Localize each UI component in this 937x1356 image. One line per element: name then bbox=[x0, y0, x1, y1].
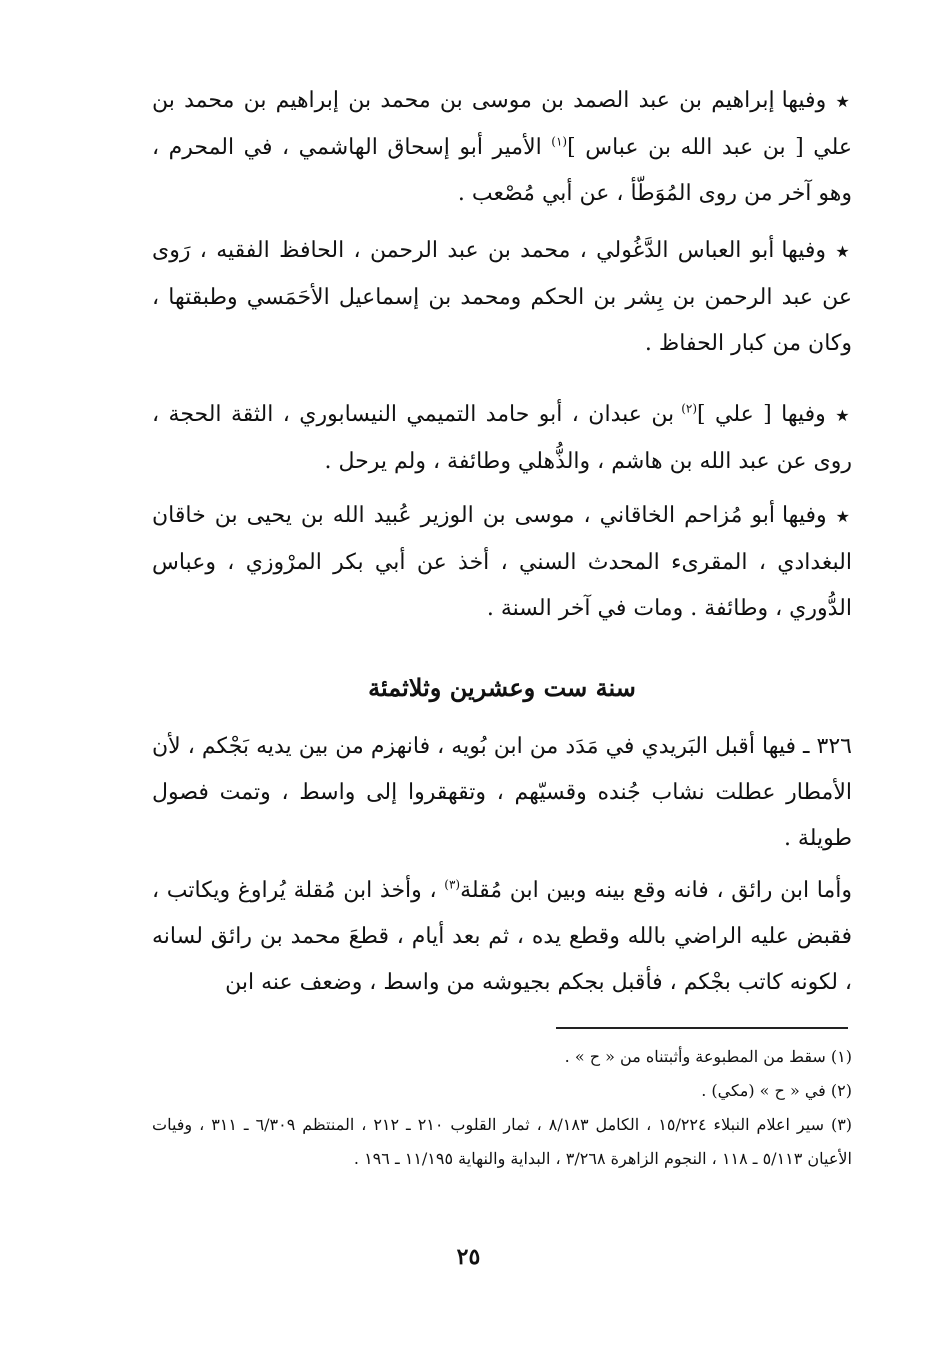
paragraph-text: ، وأخذ ابن مُقلة يُراوغ ويكاتب ، فقبض عليه الراضي بالله وقطع يده ، ثم بعد أيام ، قطعَ محمد بن رائق لسانه ، لكونه كاتب بجْكم ، فأقبل بجكم بجيوشه من واسط ، وضعف عنه ابن bbox=[152, 878, 852, 995]
paragraph-text: وفيها إبراهيم بن عبد الصمد بن موسى بن محمد بن إبراهيم بن محمد بن علي [ بن عبد الله بن عباس ] bbox=[152, 88, 853, 160]
footnote-1: (١) سقط من المطبوعة وأثبتناه من « ح » . bbox=[564, 1047, 852, 1066]
star-bullet-icon: ★ bbox=[835, 507, 852, 526]
footnote-ref-1: (١) bbox=[551, 134, 568, 149]
footnote-ref-3: (٣) bbox=[444, 877, 461, 892]
star-bullet-icon: ★ bbox=[835, 92, 853, 111]
paragraph-ibrahim-hashimi bbox=[152, 78, 852, 217]
paragraph-daghuli bbox=[152, 228, 852, 367]
paragraph-text: ٣٢٦ ـ فيها أقبل البَريدي في مَدَد من ابن بُويه ، فانهزم من بين يديه بَجْكم ، لأن الأمطار عطلت نشاب جُنده وقسيّهم ، وتقهقروا إلى واسط ، وتمت فصول طويلة . bbox=[152, 734, 852, 851]
paragraph-text: الأمير أبو إسحاق الهاشمي ، في المحرم ، وهو آخر من روى المُوَطّأ ، عن أبي مُصْعب . bbox=[152, 135, 852, 206]
paragraph-text: وفيها أبو مُزاحم الخاقاني ، موسى بن الوزير عُبيد الله بن يحيى بن خاقان البغدادي ، المقرىء المحدث السني ، أخذ عن أبي بكر المرْوزي ، وعباس الدُّوري ، وطائفة . ومات في آخر السنة . bbox=[152, 503, 852, 621]
paragraph-text: وفيها أبو العباس الدَّغُولي ، محمد بن عبد الرحمن ، الحافظ الفقيه ، رَوى عن عبد الرحمن بن بِشر بن الحكم ومحمد بن إسماعيل الأحَمَسي وطبقتها ، وكان من كبار الحفاظ . bbox=[152, 238, 852, 356]
footnote-ref-2: (٢) bbox=[681, 401, 698, 416]
paragraph-text: وأما ابن رائق ، فانه وقع بينه وبين ابن مُقلة bbox=[460, 878, 852, 903]
footnote-2: (٢) في « ح » (مكي) . bbox=[701, 1081, 852, 1100]
paragraph-abu-muzahim bbox=[152, 493, 852, 632]
star-bullet-icon: ★ bbox=[835, 242, 853, 261]
section-heading-year-326: سنة ست وعشرين وثلاثمئة bbox=[368, 673, 636, 702]
star-bullet-icon: ★ bbox=[835, 406, 853, 425]
page-number: ٢٥ bbox=[456, 1244, 481, 1270]
footnote-3: (٣) سير اعلام النبلاء ١٥/٢٢٤ ، الكامل ٨/١٨٣ ، ثمار القلوب ٢١٠ ـ ٢١٢ ، المنتظم ٦/٣٠٩ ـ ٣١١ ، وفيات الأعيان ٥/١١٣ ـ ١١٨ ، النجوم الزاهرة ٣/٢٦٨ ، البداية والنهاية ١١/١٩٥ ـ ١٩٦ . bbox=[152, 1115, 853, 1168]
paragraph-year-326-baridi bbox=[152, 724, 852, 862]
paragraph-text: وفيها [ علي ] bbox=[697, 402, 826, 427]
footnote-divider bbox=[556, 1027, 848, 1029]
paragraph-ibn-raiq bbox=[152, 868, 852, 1006]
paragraph-ali-bin-abdan bbox=[152, 392, 852, 485]
paragraph-text: بن عبدان ، أبو حامد التميمي النيسابوري ، الثقة الحجة ، روى عن عبد الله بن هاشم ، والذُّهلي وطائفة ، ولم يرحل . bbox=[152, 402, 852, 474]
footnotes bbox=[152, 1040, 852, 1176]
